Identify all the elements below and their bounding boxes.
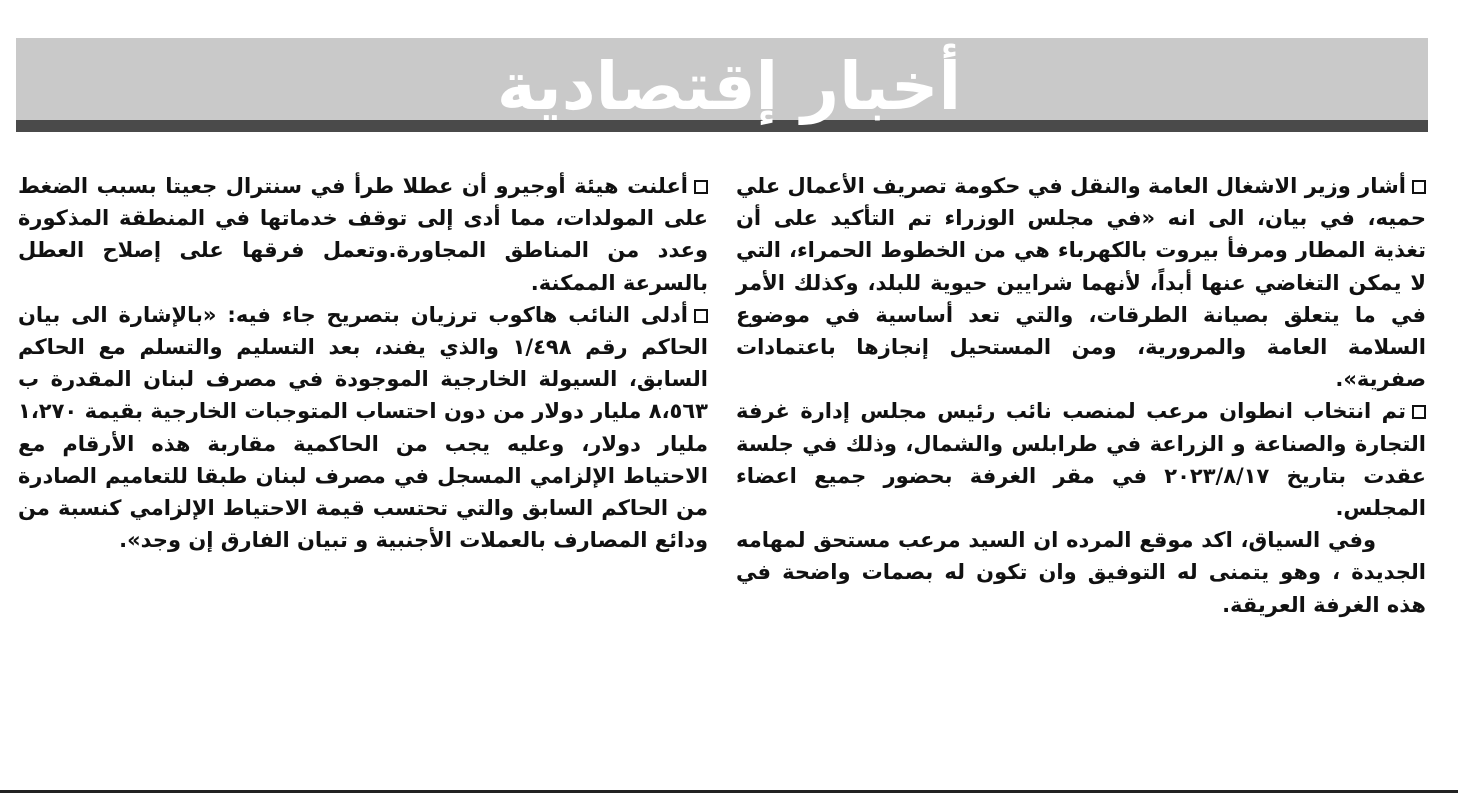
article-chamber-election: [736, 395, 1426, 524]
article-column-left: [18, 170, 708, 556]
article-text: أعلنت هيئة أوجيرو أن عطلا طرأ في سنترال جعيتا بسبب الضغط على المولدات، مما أدى إلى توقف خدماتها في المنطقة المذكورة وعدد من المناطق المجاورة.وتعمل فرقها على إصلاح العطل بالسرعة الممكنة.: [18, 174, 708, 295]
article-column-right: [736, 170, 1426, 621]
article-marada-statement: [736, 524, 1426, 621]
section-title: أخبار إقتصادية: [496, 48, 962, 125]
square-bullet-icon: [1412, 180, 1426, 194]
article-text: أشار وزير الاشغال العامة والنقل في حكومة تصريف الأعمال علي حميه، في بيان، الى انه «في مجلس الوزراء تم التأكيد على أن تغذية المطار ومرفأ بيروت بالكهرباء هي من الخطوط الحمراء، التي لا يمكن التغاضي عنها أبداً، لأنهما شرايين حيوية للبلد، وكذلك الأمر في ما يتعلق بصيانة الطرقات، والتي تعد أساسية في موضوع السلامة العامة والمرورية، ومن المستحيل إنجازها باعتمادات صفرية».: [736, 174, 1426, 392]
article-text: أدلى النائب هاكوب ترزيان بتصريح جاء فيه: «بالإشارة الى بيان الحاكم رقم ١/٤٩٨ والذي يفند، بعد التسليم والتسلم مع الحاكم السابق، السيولة الخارجية الموجودة في مصرف لبنان المقدرة ب ٨،٥٦٣ مليار دولار من دون احتساب المتوجبات الخارجية بقيمة ١،٢٧٠ مليار دولار، وعليه يجب من الحاكمية مقاربة هذه الأرقام مع الاحتياط الإلزامي المسجل في مصرف لبنان طبقا للتعاميم الصادرة من الحاكم السابق والتي تحتسب قيمة الاحتياط الإلزامي كنسبة من ودائع المصارف بالعملات الأجنبية و تبيان الفارق إن وجد».: [18, 302, 708, 553]
article-text: وفي السياق، اكد موقع المرده ان السيد مرعب مستحق لمهامه الجديدة ، وهو يتمنى له التوفيق وان تكون له بصمات واضحة في هذه الغرفة العريقة.: [736, 528, 1426, 617]
article-terzian-statement: [18, 299, 708, 557]
square-bullet-icon: [694, 180, 708, 194]
square-bullet-icon: [1412, 405, 1426, 419]
article-works-minister: [736, 170, 1426, 395]
bottom-divider: [0, 790, 1458, 793]
square-bullet-icon: [694, 309, 708, 323]
article-ogero-outage: [18, 170, 708, 299]
article-text: تم انتخاب انطوان مرعب لمنصب نائب رئيس مجلس إدارة غرفة التجارة والصناعة و الزراعة في طرابلس والشمال، وذلك في جلسة عقدت بتاريخ ٢٠٢٣/٨/١٧ في مقر الغرفة بحضور جميع اعضاء المجلس.: [736, 399, 1426, 521]
